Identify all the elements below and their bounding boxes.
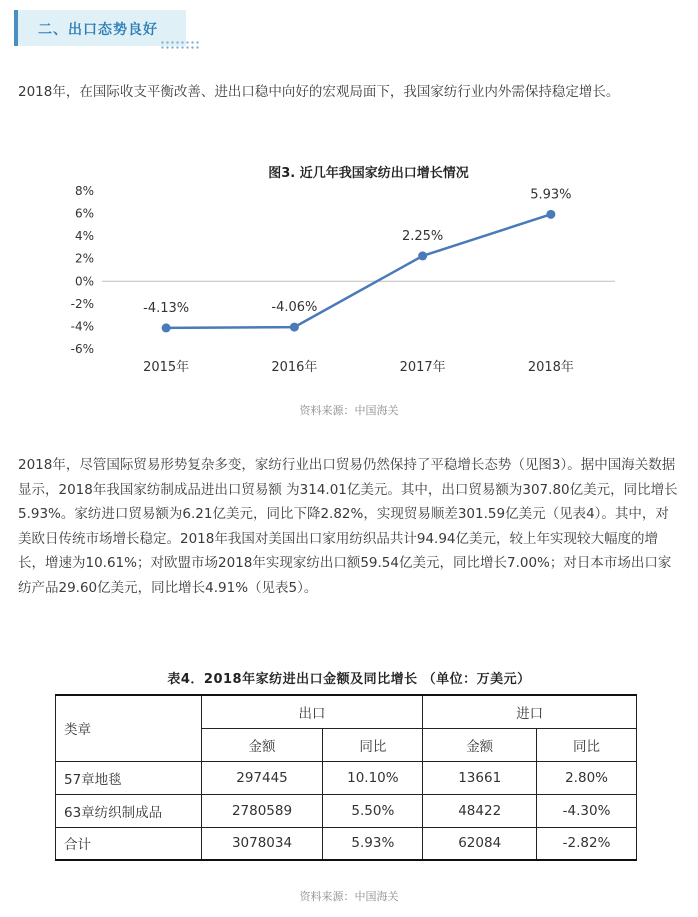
export-yoy-cell: 5.93% [323, 827, 423, 860]
table-row [56, 794, 637, 827]
intro-paragraph: 2018年，在国际收支平衡改善、进出口稳中向好的宏观局面下，我国家纺行业内外需保持稳定增长。 [18, 84, 620, 100]
export-yoy-cell: 5.50% [323, 794, 423, 827]
import-amount-cell: 48422 [423, 794, 537, 827]
data-point [418, 251, 427, 260]
table-header-row [56, 695, 637, 728]
row-name: 合计 [56, 827, 202, 860]
x-tick-label: 2018年 [527, 360, 574, 375]
export-amount-cell: 3078034 [201, 827, 323, 860]
row-name: 57章地毯 [56, 761, 202, 794]
import-amount-cell: 13661 [423, 761, 537, 794]
import-yoy-cell: 2.80% [537, 761, 637, 794]
y-tick-label: -6% [70, 342, 94, 356]
data-label: 5.93% [530, 187, 572, 203]
data-point [290, 323, 299, 332]
export-yoy-header: 同比 [323, 728, 423, 761]
x-tick-label: 2016年 [271, 360, 318, 375]
chart-source: 资料来源：中国海关 [299, 404, 399, 417]
data-label: -4.13% [143, 300, 190, 316]
chart-title: 图3. 近几年我国家纺出口增长情况 [268, 166, 469, 181]
y-tick-label: 4% [74, 229, 94, 244]
import-amount-cell: 62084 [423, 827, 537, 860]
export-yoy-cell: 10.10% [323, 761, 423, 794]
series-line [166, 214, 551, 328]
x-tick-label: 2017年 [399, 360, 446, 375]
import-yoy-cell: -2.82% [537, 827, 637, 860]
export-amount-header: 金额 [201, 728, 323, 761]
export-amount-cell: 2780589 [201, 794, 323, 827]
table-source: 资料来源：中国海关 [299, 890, 399, 903]
export-group-header: 出口 [201, 695, 423, 728]
trade-table [55, 694, 637, 861]
y-tick-label: -4% [70, 319, 94, 334]
table-row [56, 761, 637, 794]
data-label: 2.25% [401, 228, 444, 244]
decorative-dots [160, 40, 200, 50]
y-tick-label: 8% [74, 184, 94, 198]
data-point [546, 210, 555, 219]
data-label: -4.06% [271, 300, 318, 316]
import-yoy-cell: -4.30% [537, 794, 637, 827]
table-corner-header: 类章 [56, 695, 202, 761]
chart-svg [70, 155, 630, 390]
body-paragraph: 2018年，尽管国际贸易形势复杂多变，家纺行业出口贸易仍然保持了平稳增长态势（见图3）。据中国海关数据显示，2018年我国家纺制成品进出口贸易额 为314.01亿美元。其中，出口贸易额为307.80亿美元，同比增长5.93%。家纺进口贸易额为6.21亿美元，同比下降2.82%，实现贸易顺差301.59亿美元（见表4）。其中，对美欧日传统市场增长稳定。2018年我国对美国出口家用纺织品共计94.94亿美元，较上年实现较大幅度的增长，增速为10.61%；对欧盟市场2018年实现家纺出口额59.54亿美元，同比增长7.00%；对日本市场出口家纺产品29.60亿美元，同比增长4.91%（见表5）。 [18, 457, 678, 596]
import-group-header: 进口 [423, 695, 637, 728]
section-title: 二、出口态势良好 [38, 22, 158, 38]
row-name: 63章纺织制成品 [56, 794, 202, 827]
export-amount-cell: 297445 [201, 761, 323, 794]
x-tick-label: 2015年 [143, 360, 190, 375]
import-yoy-header: 同比 [537, 728, 637, 761]
table-row [56, 827, 637, 860]
y-tick-label: 6% [74, 206, 94, 221]
y-tick-label: -2% [70, 296, 94, 311]
y-tick-label: 2% [74, 251, 94, 266]
import-amount-header: 金额 [423, 728, 537, 761]
export-growth-chart [70, 155, 630, 390]
table-title: 表4．2018年家纺进出口金额及同比增长 （单位：万美元） [167, 672, 531, 687]
data-point [162, 323, 171, 332]
y-tick-label: 0% [74, 274, 94, 289]
section-header [14, 10, 186, 46]
